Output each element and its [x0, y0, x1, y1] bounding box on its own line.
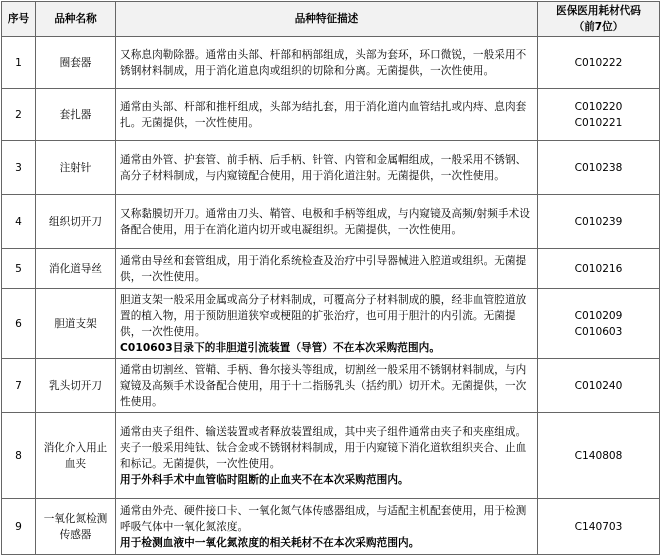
row-code-value: C010221: [574, 116, 623, 129]
row-code-value: C010222: [574, 56, 623, 69]
table-header-row: [2, 2, 660, 37]
table-row: [2, 413, 660, 499]
row-code: [538, 89, 660, 141]
row-code: [538, 289, 660, 359]
row-desc-text: 通常由外管、护套管、前手柄、后手柄、针管、内管和金属帽组成，一般采用不锈钢、高分子材料制成，与内窥镜配合使用，用于消化道注射。无菌提供，一次性使用。: [120, 153, 527, 182]
product-table: [1, 1, 660, 555]
header-code: [538, 2, 660, 37]
row-desc-text: 又称黏膜切开刀。通常由刀头、鞘管、电极和手柄等组成，与内窥镜及高频/射频手术设备配合使用，用于在消化道内切开或电凝组织。无菌提供，一次性使用。: [120, 207, 531, 236]
table-row: [2, 249, 660, 289]
row-exclusion-note: 用于外科手术中血管临时阻断的止血夹不在本次采购范围内。: [120, 473, 409, 486]
row-desc: [116, 499, 538, 555]
row-code-value: C010220: [574, 100, 623, 113]
row-no: 4: [2, 195, 36, 249]
row-no: 2: [2, 89, 36, 141]
row-name: 套扎器: [36, 89, 116, 141]
row-code-value: C140703: [574, 520, 623, 533]
row-exclusion-note: 用于检测血液中一氧化氮浓度的相关耗材不在本次采购范围内。: [120, 536, 420, 549]
header-no: 序号: [2, 2, 36, 37]
row-desc: [116, 413, 538, 499]
row-desc-text: 通常由导丝和套管组成，用于消化系统检查及治疗中引导器械进入腔道或组织。无菌提供，一次性使用。: [120, 254, 527, 283]
row-code-value: C010238: [574, 161, 623, 174]
row-desc-text: 又称息肉勒除器。通常由头部、杆部和柄部组成，头部为套环，环口微锐，一般采用不锈钢材料制成，用于消化道息肉或组织的切除和分离。无菌提供，一次性使用。: [120, 48, 527, 77]
row-desc: [116, 359, 538, 413]
table-row: [2, 141, 660, 195]
header-desc: 品种特征描述: [116, 2, 538, 37]
row-no: 8: [2, 413, 36, 499]
row-code: [538, 359, 660, 413]
row-desc: [116, 89, 538, 141]
row-code-value: C010209: [574, 309, 623, 322]
row-code-value: C010240: [574, 379, 623, 392]
header-code-line2: （前7位）: [573, 21, 624, 33]
table-row: [2, 37, 660, 89]
row-code-value: C010239: [574, 215, 623, 228]
row-name: 圈套器: [36, 37, 116, 89]
row-name: 消化介入用止血夹: [36, 413, 116, 499]
row-desc: [116, 37, 538, 89]
table-row: [2, 289, 660, 359]
row-desc-text: 通常由外壳、硬件接口卡、一氧化氮气体传感器组成，与适配主机配套使用，用于检测呼吸气体中一氧化氮浓度。: [120, 504, 527, 533]
row-desc: [116, 289, 538, 359]
row-name: 注射针: [36, 141, 116, 195]
row-code: [538, 195, 660, 249]
row-name: 胆道支架: [36, 289, 116, 359]
row-code-value: C010603: [574, 325, 623, 338]
row-no: 3: [2, 141, 36, 195]
procurement-table: [1, 1, 659, 555]
header-name: 品种名称: [36, 2, 116, 37]
row-desc: [116, 141, 538, 195]
row-desc-text: 通常由头部、杆部和推杆组成，头部为结扎套，用于消化道内血管结扎或内痔、息肉套扎。无菌提供，一次性使用。: [120, 100, 527, 129]
table-row: [2, 359, 660, 413]
row-desc-text: 胆道支架一般采用金属或高分子材料制成，可覆高分子材料制成的膜，经非血管腔道放置的植入物，用于预防胆道狭窄或梗阻的扩张治疗，也可用于胆汁的内引流。无菌提供，一次性使用。: [120, 293, 527, 338]
row-desc-text: 通常由切割丝、管鞘、手柄、鲁尔接头等组成，切割丝一般采用不锈钢材料制成，与内窥镜及高频手术设备配合使用，用于十二指肠乳头（括约肌）切开术。无菌提供，一次性使用。: [120, 363, 527, 408]
row-name: 一氧化氮检测传感器: [36, 499, 116, 555]
row-exclusion-note: C010603目录下的非胆道引流装置（导管）不在本次采购范围内。: [120, 341, 441, 354]
row-name: 消化道导丝: [36, 249, 116, 289]
table-row: [2, 499, 660, 555]
table-row: [2, 195, 660, 249]
row-name: 乳头切开刀: [36, 359, 116, 413]
row-no: 1: [2, 37, 36, 89]
row-code: [538, 413, 660, 499]
row-desc-text: 通常由夹子组件、输送装置或者释放装置组成，其中夹子组件通常由夹子和夹座组成。夹子一般采用纯钛、钛合金或不锈钢材料制成，用于内窥镜下消化道软组织夹合、止血和标记。无菌提供，一次性使用。: [120, 425, 527, 470]
row-no: 6: [2, 289, 36, 359]
header-code-line1: 医保医用耗材代码: [556, 5, 641, 17]
row-no: 5: [2, 249, 36, 289]
row-code: [538, 249, 660, 289]
row-no: 9: [2, 499, 36, 555]
row-code-value: C140808: [574, 449, 623, 462]
row-code: [538, 141, 660, 195]
row-code-value: C010216: [574, 262, 623, 275]
row-code: [538, 37, 660, 89]
row-no: 7: [2, 359, 36, 413]
row-desc: [116, 195, 538, 249]
table-row: [2, 89, 660, 141]
row-name: 组织切开刀: [36, 195, 116, 249]
row-desc: [116, 249, 538, 289]
row-code: [538, 499, 660, 555]
